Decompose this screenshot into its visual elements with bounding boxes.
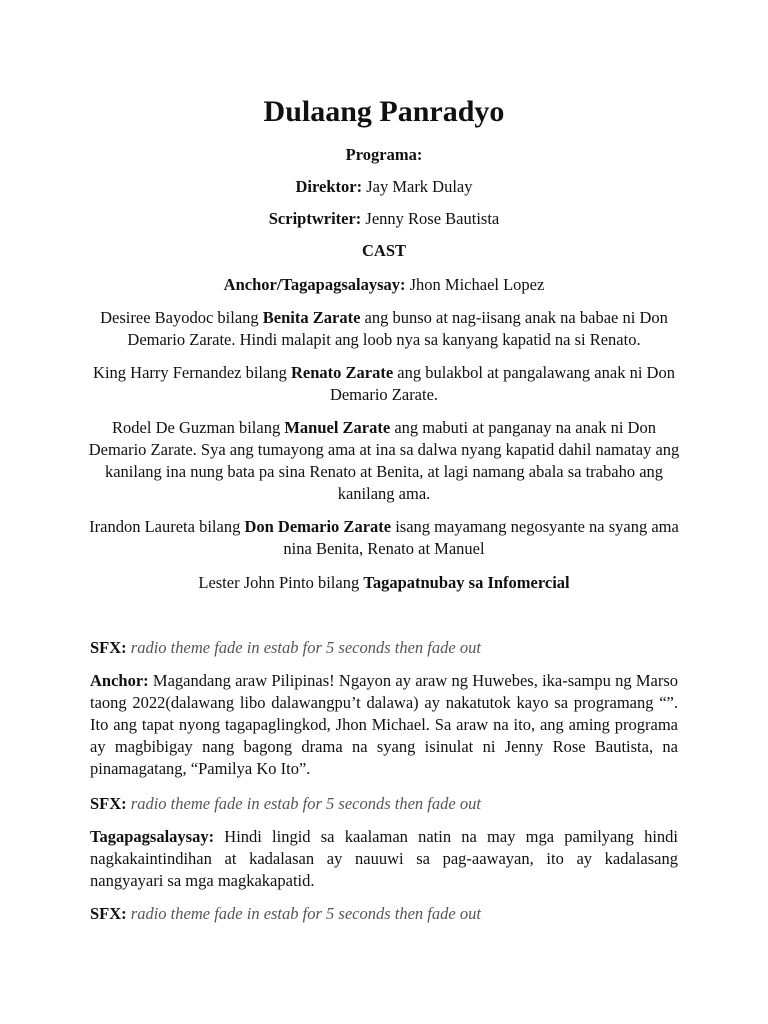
direktor-value: Jay Mark Dulay xyxy=(362,177,473,196)
direktor-line xyxy=(60,176,708,198)
cast-entry-renato xyxy=(88,362,680,406)
cast-actor: Lester John Pinto bilang xyxy=(198,573,364,592)
sfx-text: radio theme fade in estab for 5 seconds then fade out xyxy=(126,638,481,657)
cast-actor: Rodel De Guzman bilang xyxy=(112,418,285,437)
sfx-label: SFX: xyxy=(90,904,127,923)
cast-role: Manuel Zarate xyxy=(284,418,391,437)
cast-role: Benita Zarate xyxy=(262,308,361,327)
cast-description: isang mayamang negosyante na syang ama nina Benita, Renato at Manuel xyxy=(283,517,679,558)
programa-line xyxy=(60,144,708,166)
cast-description: ang bulakbol at pangalawang anak ni Don Demario Zarate. xyxy=(329,363,675,404)
scriptwriter-value: Jenny Rose Bautista xyxy=(361,209,500,228)
cast-actor: King Harry Fernandez bilang xyxy=(93,363,291,382)
cast-heading xyxy=(60,240,708,262)
speaker-label: Anchor: xyxy=(90,671,149,690)
cast-entry-don-demario xyxy=(88,516,680,560)
anchor-cast-label: Anchor/Tagapagsalaysay: xyxy=(223,275,406,294)
cast-description: ang bunso at nag-iisang anak na babae ni Don Demario Zarate. Hindi malapit ang loob nya sa kanyang kapatid na si Renato. xyxy=(127,308,668,349)
cast-entry-benita xyxy=(88,307,680,351)
direktor-label: Direktor: xyxy=(295,177,363,196)
script-sfx-3 xyxy=(90,903,678,925)
cast-role: Tagapatnubay sa Infomercial xyxy=(363,573,570,592)
cast-heading-text: CAST xyxy=(361,241,406,260)
cast-role: Renato Zarate xyxy=(290,363,394,382)
cast-actor: Irandon Laureta bilang xyxy=(89,517,245,536)
cast-entry-tagapatnubay xyxy=(88,572,680,594)
sfx-text: radio theme fade in estab for 5 seconds then fade out xyxy=(126,904,481,923)
anchor-cast-line xyxy=(60,274,708,296)
script-sfx-2 xyxy=(90,793,678,815)
script-tagapagsalaysay-line xyxy=(90,826,678,892)
dialogue-text: Hindi lingid sa kaalaman natin na may mga pamilyang hindi nagkakaintindihan at kadalasan ay nauuwi sa pag-aawayan, ito ay kadalasang nangyayari sa mga magkakapatid. xyxy=(90,827,678,890)
cast-role: Don Demario Zarate xyxy=(244,517,392,536)
sfx-label: SFX: xyxy=(90,638,127,657)
scriptwriter-label: Scriptwriter: xyxy=(268,209,362,228)
document-title: Dulaang Panradyo xyxy=(263,95,505,128)
script-anchor-line xyxy=(90,670,678,780)
anchor-cast-value: Jhon Michael Lopez xyxy=(405,275,545,294)
script-sfx-1 xyxy=(90,637,678,659)
cast-entry-manuel xyxy=(88,417,680,505)
cast-description: ang mabuti at panganay na anak ni Don Demario Zarate. Sya ang tumayong ama at ina sa dalwa nyang kapatid dahil namatay ang kanilang ina nung bata pa sina Renato at Benita, at lagi namang abala sa trabaho ang kanilang ama. xyxy=(88,418,680,503)
cast-actor: Desiree Bayodoc bilang xyxy=(100,308,263,327)
dialogue-text: Magandang araw Pilipinas! Ngayon ay araw ng Huwebes, ika-sampu ng Marso taong 2022(dalawang libo dalawangpu’t dalawa) ay nakatutok kayo sa programang “”. Ito ang tapat nyong tagapaglingkod, Jhon Michael. Sa araw na ito, ang aming programa ay magbibigay nang bagong drama na syang isinulat ni Jenny Rose Bautista, na pinamagatang, “Pamilya Ko Ito”. xyxy=(90,671,678,778)
scriptwriter-line xyxy=(60,208,708,230)
programa-label: Programa: xyxy=(345,145,423,164)
sfx-label: SFX: xyxy=(90,794,127,813)
sfx-text: radio theme fade in estab for 5 seconds then fade out xyxy=(126,794,481,813)
speaker-label: Tagapagsalaysay: xyxy=(90,827,215,846)
